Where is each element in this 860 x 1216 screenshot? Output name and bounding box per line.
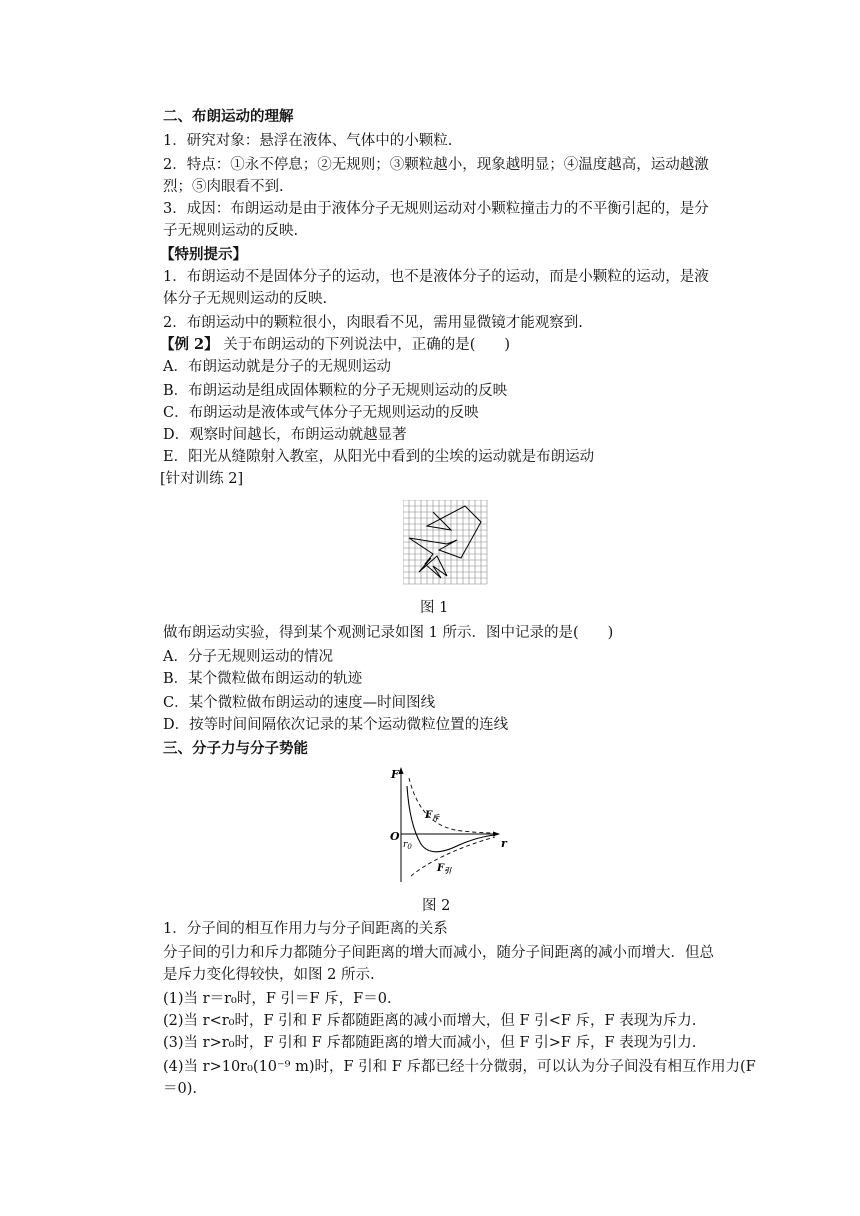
tip-1-line1: 1．布朗运动不是固体分子的运动，也不是液体分子的运动，而是小颗粒的运动，是液 bbox=[163, 269, 709, 285]
paragraph-cause-line1: 3．成因：布朗运动是由于液体分子无规则运动对小颗粒撞击力的不平衡引起的，是分 bbox=[163, 201, 709, 217]
training-2-label: [针对训练 2] bbox=[160, 471, 244, 487]
paragraph-features-line2: 烈；⑤肉眼看不到. bbox=[163, 179, 284, 195]
figure-2-label-f-attract: $F_引$ bbox=[437, 863, 452, 875]
case-4-line1: (4)当 r>10r₀(10⁻⁹ m)时，F 引和 F 斥都已经十分微弱，可以认为分子间没有相互作用力(F bbox=[163, 1059, 756, 1075]
figure-2-repulsion-curve bbox=[409, 778, 495, 833]
figure-2-attraction-curve bbox=[411, 837, 495, 876]
example-2-option-b: B．布朗运动是组成固体颗粒的分子无规则运动的反映 bbox=[163, 383, 508, 399]
figure-2-label-f-repel: $F_斥$ bbox=[425, 810, 440, 822]
case-3: (3)当 r>r₀时，F 引和 F 斥都随距离的增大而减小，但 F 引>F 斥，F 表现为引力. bbox=[163, 1035, 697, 1051]
section-heading-brownian: 二、布朗运动的理解 bbox=[163, 108, 294, 125]
figure-2-label-origin: O bbox=[390, 830, 400, 843]
tip-2: 2．布朗运动中的颗粒很小，肉眼看不见，需用显微镜才能观察到. bbox=[163, 315, 583, 331]
figure-2-label-r0: $r_0$ bbox=[403, 840, 412, 851]
case-1: (1)当 r＝r₀时，F 引＝F 斥，F＝0. bbox=[163, 991, 392, 1007]
figure-2-caption: 图 2 bbox=[422, 898, 451, 914]
figure-2-net-force-curve bbox=[407, 786, 495, 852]
example-2-option-a: A．布朗运动就是分子的无规则运动 bbox=[163, 359, 391, 375]
figure-2-y-arrow bbox=[399, 767, 404, 774]
example-2-option-e: E．阳光从缝隙射入教室，从阳光中看到的尘埃的运动就是布朗运动 bbox=[163, 449, 595, 465]
paragraph-research-object: 1．研究对象：悬浮在液体、气体中的小颗粒. bbox=[163, 133, 453, 149]
figure-1-brownian-record bbox=[403, 500, 493, 585]
example-2-label: 【例 2】 bbox=[160, 336, 219, 353]
paragraph-cause-line2: 子无规则运动的反映. bbox=[163, 223, 299, 239]
case-4-line2: ＝0). bbox=[163, 1081, 197, 1097]
figure-1-caption: 图 1 bbox=[420, 600, 449, 616]
training-2-stem: 做布朗运动实验，得到某个观测记录如图 1 所示．图中记录的是( ) bbox=[163, 625, 614, 641]
example-2-stem: 关于布朗运动的下列说法中，正确的是( ) bbox=[223, 337, 511, 353]
figure-2-force-curve bbox=[385, 764, 510, 886]
tip-heading: 【特别提示】 bbox=[160, 246, 247, 263]
figure-2-label-f: F bbox=[391, 768, 399, 781]
example-2-option-d: D．观察时间越长，布朗运动就越显著 bbox=[163, 427, 407, 443]
training-2-option-b: B．某个微粒做布朗运动的轨迹 bbox=[163, 671, 363, 687]
example-2-option-c: C．布朗运动是液体或气体分子无规则运动的反映 bbox=[163, 405, 479, 421]
training-2-option-d: D．按等时间间隔依次记录的某个运动微粒位置的连线 bbox=[163, 717, 509, 733]
paragraph-features-line1: 2．特点：①永不停息；②无规则；③颗粒越小，现象越明显；④温度越高，运动越激 bbox=[163, 157, 709, 173]
example-2-question bbox=[160, 336, 510, 354]
figure-2-x-arrow bbox=[493, 832, 500, 837]
training-2-option-a: A．分子无规则运动的情况 bbox=[163, 649, 333, 665]
figure-2-label-r: r bbox=[501, 837, 507, 850]
case-2: (2)当 r<r₀时，F 引和 F 斥都随距离的减小而增大，但 F 引<F 斥，F 表现为斥力. bbox=[163, 1013, 697, 1029]
section-3-para-line2: 是斥力变化得较快，如图 2 所示. bbox=[163, 967, 375, 983]
training-2-option-c: C．某个微粒做布朗运动的速度—时间图线 bbox=[163, 695, 436, 711]
section-heading-molecular-force: 三、分子力与分子势能 bbox=[163, 740, 308, 757]
section-3-para-line1: 分子间的引力和斥力都随分子间距离的增大而减小，随分子间距离的减小而增大．但总 bbox=[163, 945, 714, 961]
tip-1-line2: 体分子无规则运动的反映. bbox=[163, 291, 328, 307]
section-3-point-1: 1．分子间的相互作用力与分子间距离的关系 bbox=[163, 921, 448, 937]
